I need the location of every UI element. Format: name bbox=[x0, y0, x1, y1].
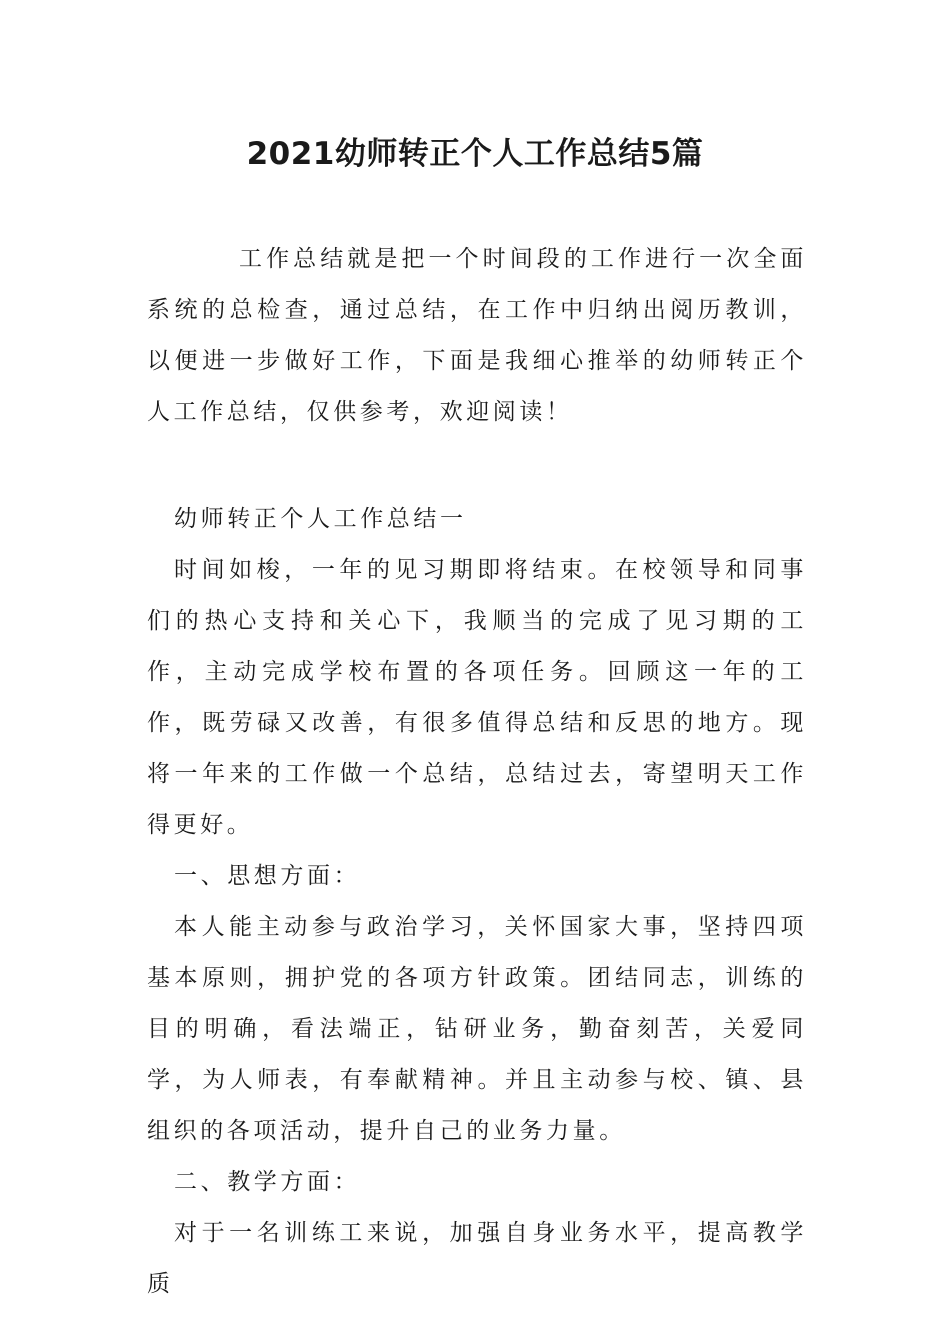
body-paragraph: 对于一名训练工来说，加强自身业务水平，提高教学质 bbox=[147, 1220, 807, 1297]
intro-paragraph: 工作总结就是把一个时间段的工作进行一次全面系统的总检查，通过总结，在工作中归纳出阅历教训，以便进一步做好工作，下面是我细心推举的幼师转正个人工作总结，仅供参考，欢迎阅读！ bbox=[147, 246, 807, 425]
subsection-heading-teaching: 二、教学方面： bbox=[174, 1169, 361, 1195]
section-one bbox=[147, 494, 807, 1310]
section-heading: 幼师转正个人工作总结一 bbox=[174, 506, 467, 532]
document-title: 2021幼师转正个人工作总结5篇 bbox=[246, 136, 704, 172]
body-paragraph: 本人能主动参与政治学习，关怀国家大事，坚持四项基本原则，拥护党的各项方针政策。团结同志，训练的目的明确，看法端正，钻研业务，勤奋刻苦，关爱同学，为人师表，有奉献精神。并且主动参与校、镇、县组织的各项活动，提升自己的业务力量。 bbox=[147, 914, 807, 1144]
subsection-heading-thought: 一、思想方面： bbox=[174, 863, 361, 889]
body-paragraph: 时间如梭，一年的见习期即将结束。在校领导和同事们的热心支持和关心下，我顺当的完成了见习期的工作，主动完成学校布置的各项任务。回顾这一年的工作，既劳碌又改善，有很多值得总结和反思的地方。现将一年来的工作做一个总结，总结过去，寄望明天工作得更好。 bbox=[147, 557, 807, 838]
